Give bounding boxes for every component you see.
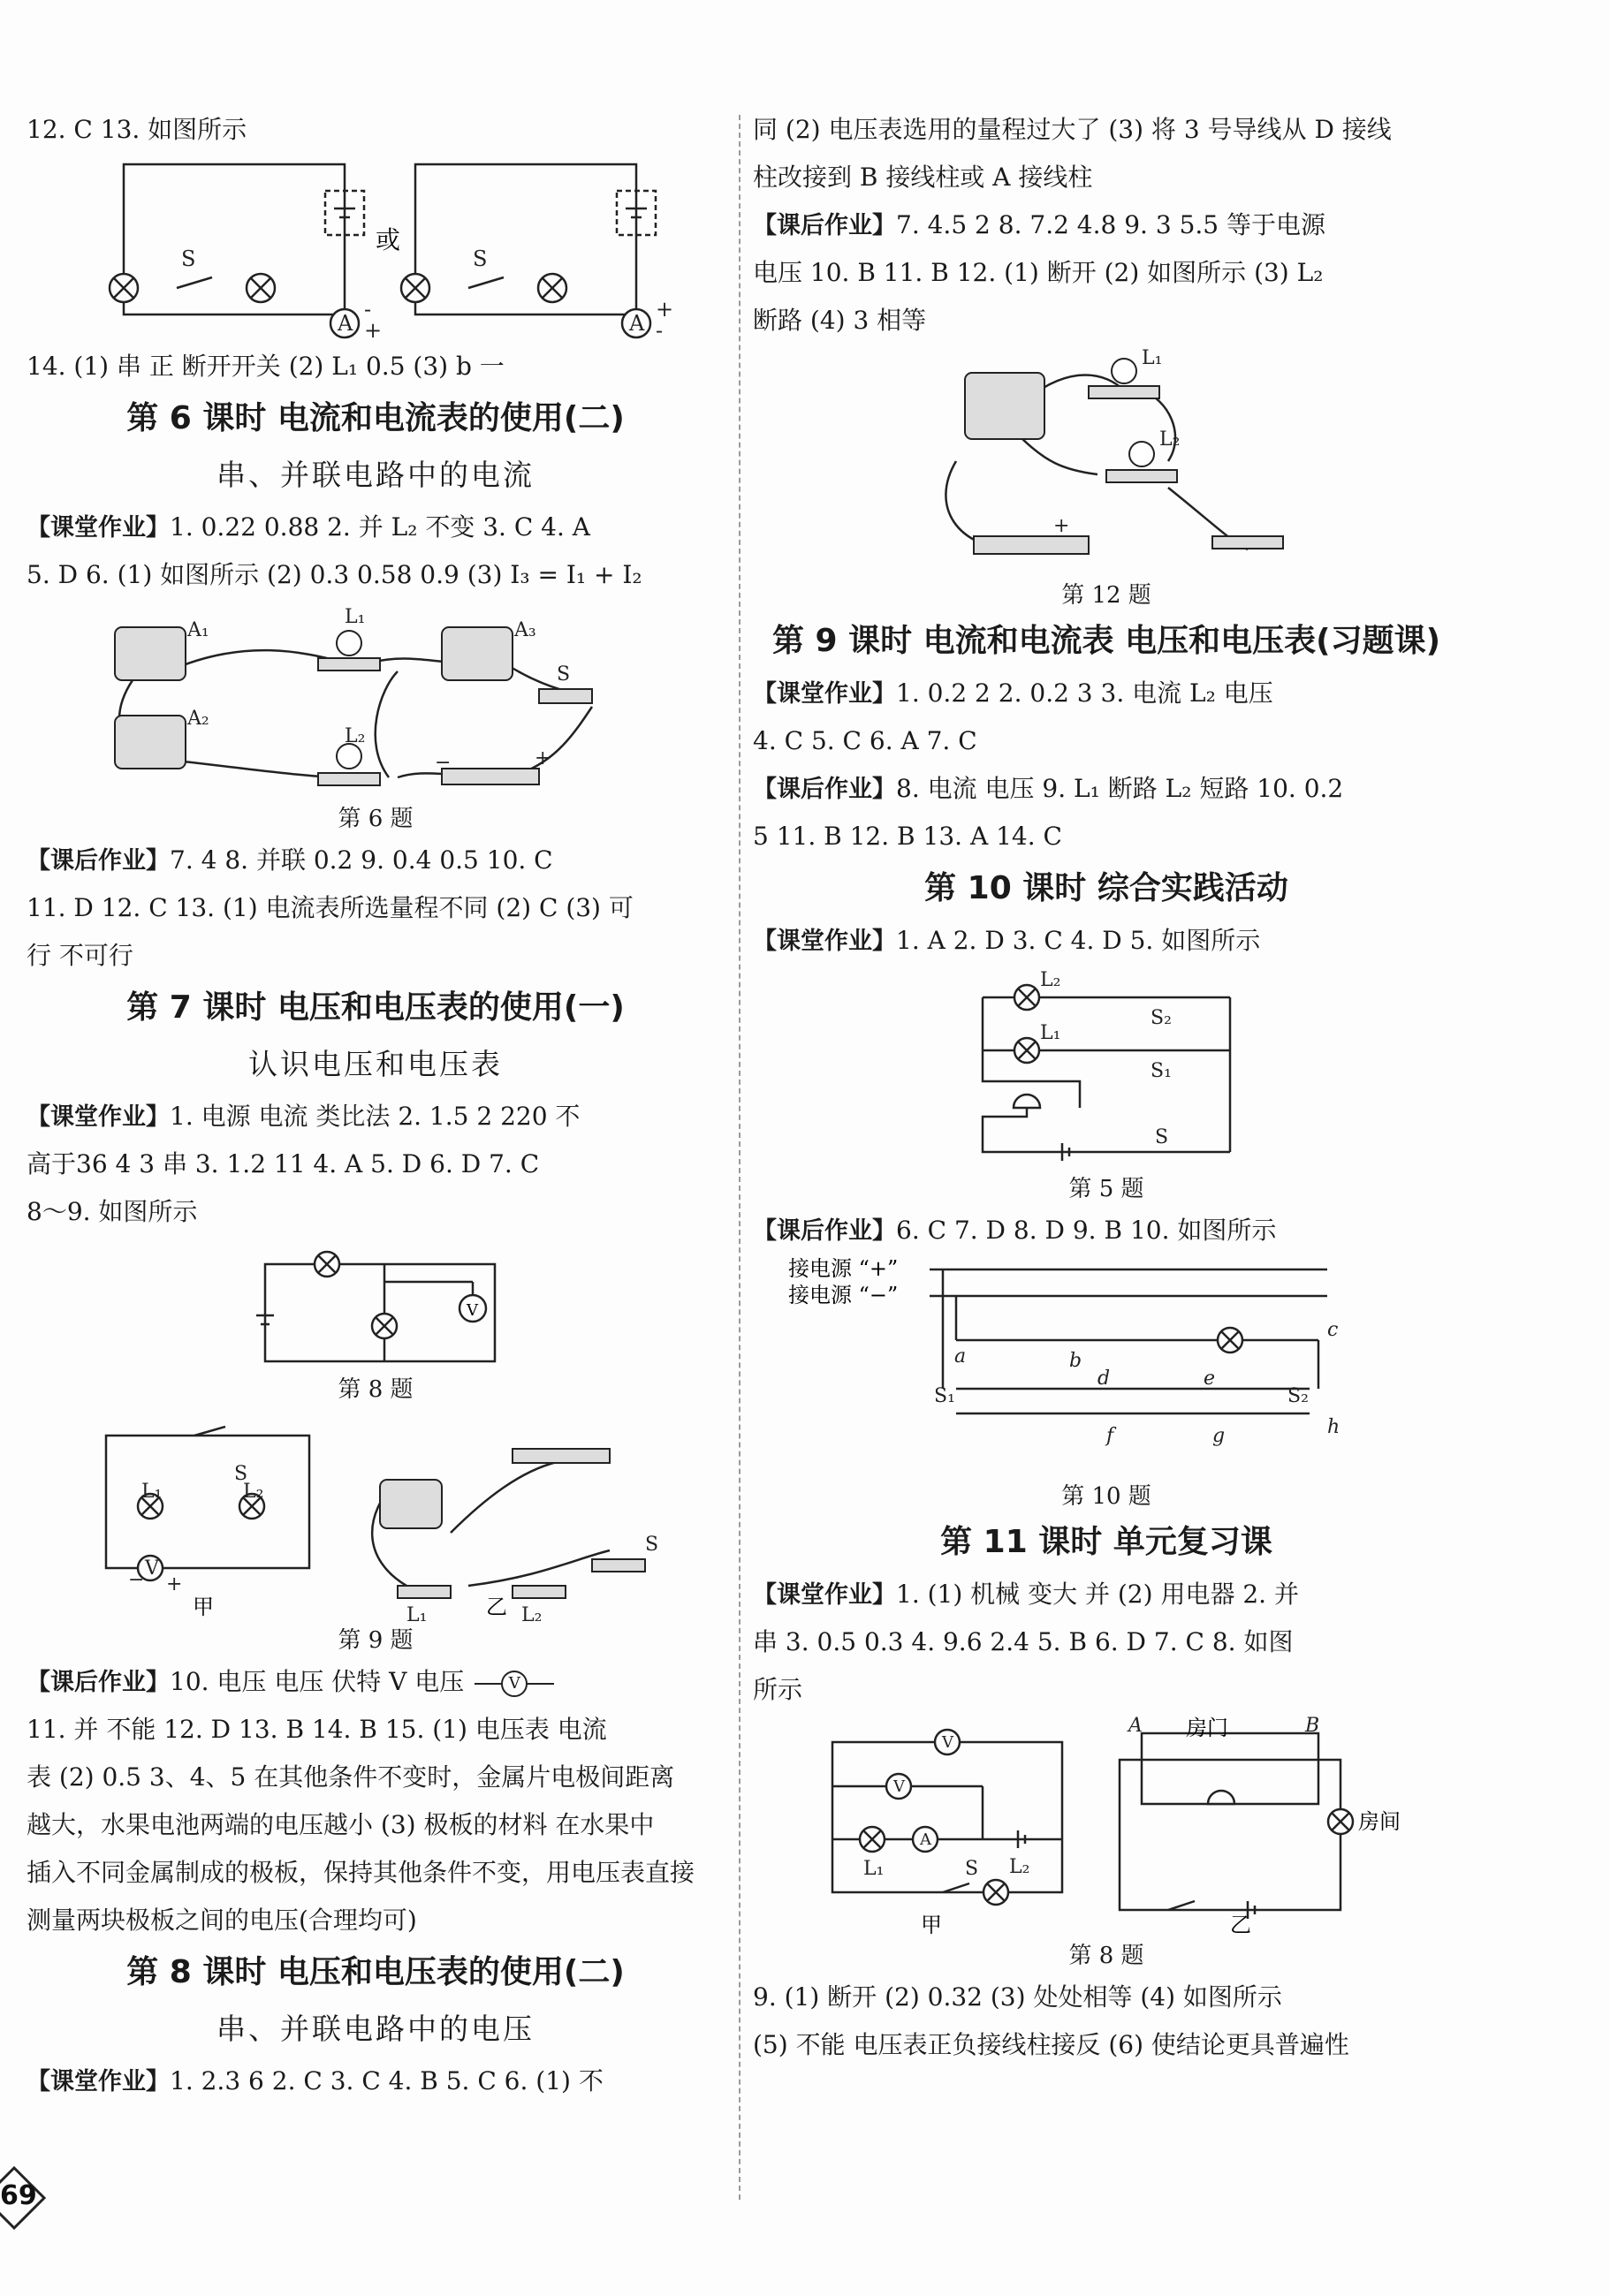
answer-line: 串 3. 0.5 0.3 4. 9.6 2.4 5. B 6. D 7. C 8. 如图 (753, 1627, 1294, 1656)
svg-text:S₂: S₂ (1287, 1385, 1309, 1407)
label-jia: 甲 (193, 1595, 214, 1619)
circuit-q6-diagram (27, 601, 725, 799)
figure-q5 (753, 966, 1460, 1170)
lesson-9-title: 第 9 课时 电流和电流表 电压和电压表(习题课) (771, 623, 1441, 659)
right-column (753, 106, 1460, 2069)
svg-text:A: A (629, 311, 645, 336)
svg-text:h: h (1327, 1416, 1340, 1438)
svg-text:−: − (435, 752, 452, 774)
svg-text:L₁: L₁ (141, 1481, 163, 1503)
answer-line: 【课堂作业】1. 电源 电流 类比法 2. 1.5 2 220 不 (27, 1102, 581, 1131)
answer-line: 5. D 6. (1) 如图所示 (2) 0.3 0.58 0.9 (3) I₃ = I₁ + I₂ (27, 560, 642, 589)
circuit-q12-diagram (753, 346, 1460, 576)
lesson-11-title: 第 11 课时 单元复习课 (940, 1524, 1272, 1560)
svg-text:A₂: A₂ (187, 708, 209, 730)
lesson-8-subtitle: 串、并联电路中的电压 (216, 2012, 535, 2046)
circuit-q10-diagram (753, 1256, 1460, 1477)
section-tag: 【课后作业】 (27, 1669, 170, 1696)
section-tag: 【课后作业】 (753, 1217, 896, 1245)
answer-line: 所示 (753, 1675, 803, 1704)
answer-line: 【课堂作业】1. A 2. D 3. C 4. D 5. 如图所示 (753, 926, 1261, 955)
label-room: 房间 (1358, 1809, 1401, 1834)
page-number: 69 (0, 2180, 37, 2211)
figure-q13 (27, 155, 725, 341)
circuit-q8-diagram (27, 1238, 725, 1370)
lesson-10-title: 第 10 课时 综合实践活动 (924, 870, 1288, 906)
svg-text:L₂: L₂ (521, 1604, 543, 1621)
svg-text:S: S (557, 663, 571, 686)
svg-text:V: V (942, 1733, 953, 1752)
answer-line: 同 (2) 电压表选用的量程过大了 (3) 将 3 号导线从 D 接线 (753, 115, 1392, 144)
answer-line: 12. C 13. 如图所示 (27, 115, 247, 144)
figure-caption: 第 12 题 (1061, 582, 1151, 609)
svg-text:L₂: L₂ (1040, 969, 1061, 991)
figure-q8 (27, 1238, 725, 1370)
svg-text:A₁: A₁ (187, 619, 209, 641)
svg-text:L₁: L₁ (345, 606, 366, 628)
svg-text:V: V (893, 1777, 905, 1796)
svg-text:f: f (1106, 1425, 1114, 1447)
figure-q6 (27, 601, 725, 799)
answer-line: 测量两块极板之间的电压(合理均可) (27, 1906, 417, 1935)
svg-text:A₃: A₃ (514, 619, 536, 641)
answer-line: 14. (1) 串 正 断开开关 (2) L₁ 0.5 (3) b 一 (27, 352, 505, 381)
svg-text:S: S (645, 1534, 659, 1556)
figure-q12 (753, 346, 1460, 576)
svg-text:S: S (965, 1858, 979, 1880)
svg-text:S₂: S₂ (1151, 1007, 1172, 1029)
answer-line: 行 不可行 (27, 941, 133, 970)
figure-q10 (753, 1256, 1460, 1477)
section-tag: 【课堂作业】 (753, 928, 896, 955)
svg-text:d: d (1097, 1368, 1111, 1390)
svg-text:V: V (467, 1301, 478, 1320)
answer-line: 【课堂作业】1. (1) 机械 变大 并 (2) 用电器 2. 并 (753, 1580, 1299, 1609)
svg-text:B: B (1305, 1716, 1320, 1737)
svg-text:L₁: L₁ (1142, 347, 1163, 369)
figure-caption: 第 5 题 (1068, 1176, 1144, 1202)
figure-q8-review (753, 1716, 1460, 1936)
svg-text:L₁: L₁ (863, 1858, 885, 1880)
svg-text:+: + (364, 318, 383, 341)
lesson-6-subtitle: 串、并联电路中的电流 (216, 458, 535, 492)
answer-line: 柱改接到 B 接线柱或 A 接线柱 (753, 163, 1093, 192)
lesson-8-title: 第 8 课时 电压和电压表的使用(二) (126, 1954, 625, 1990)
section-tag: 【课堂作业】 (27, 514, 170, 542)
left-column (27, 106, 725, 2105)
svg-text:S: S (473, 246, 488, 271)
svg-text:g: g (1212, 1425, 1226, 1447)
svg-text:-: - (364, 297, 372, 322)
svg-text:+: + (166, 1573, 183, 1595)
svg-text:S: S (181, 246, 196, 271)
answer-line: 【课堂作业】1. 2.3 6 2. C 3. C 4. B 5. C 6. (1) 不 (27, 2066, 604, 2095)
section-tag: 【课后作业】 (27, 847, 170, 875)
svg-text:L₁: L₁ (406, 1604, 428, 1621)
svg-text:S: S (234, 1463, 248, 1485)
svg-text:L₂: L₂ (1009, 1856, 1030, 1878)
answer-line: 插入不同金属制成的极板，保持其他条件不变，用电压表直接 (27, 1858, 695, 1887)
svg-text:S: S (1155, 1126, 1169, 1148)
svg-text:V: V (145, 1557, 159, 1580)
voltmeter-symbol-icon: V (475, 1671, 554, 1697)
answer-line: 【课后作业】7. 4.5 2 8. 7.2 4.8 9. 3 5.5 等于电源 (753, 210, 1325, 239)
answer-line: 表 (2) 0.5 3、4、5 在其他条件不变时，金属片电极间距离 (27, 1762, 675, 1792)
section-tag: 【课堂作业】 (27, 2068, 170, 2095)
section-tag: 【课后作业】 (753, 776, 896, 803)
column-divider (739, 115, 740, 2200)
answer-line: 11. D 12. C 13. (1) 电流表所选量程不同 (2) C (3) 可 (27, 893, 634, 922)
or-label: 或 (376, 225, 401, 254)
figure-q9 (27, 1409, 725, 1621)
circuit-q8-review-diagram (753, 1716, 1460, 1936)
label-yi: 乙 (1230, 1913, 1251, 1936)
answer-line: 9. (1) 断开 (2) 0.32 (3) 处处相等 (4) 如图所示 (753, 1982, 1282, 2012)
section-tag: 【课堂作业】 (753, 1581, 896, 1609)
figure-caption: 第 9 题 (338, 1627, 414, 1654)
svg-text:-: - (656, 318, 664, 341)
svg-text:S₁: S₁ (1151, 1060, 1172, 1082)
lesson-7-title: 第 7 课时 电压和电压表的使用(一) (126, 989, 625, 1026)
answer-line: 【课后作业】7. 4 8. 并联 0.2 9. 0.4 0.5 10. C (27, 845, 553, 875)
svg-text:c: c (1327, 1319, 1339, 1341)
svg-text:e: e (1204, 1368, 1216, 1390)
answer-line: 高于36 4 3 串 3. 1.2 11 4. A 5. D 6. D 7. C (27, 1149, 540, 1178)
section-tag: 【课后作业】 (753, 212, 896, 239)
label-door: 房门 (1186, 1716, 1228, 1740)
label-power-plus: 接电源 “+” (788, 1256, 899, 1281)
figure-caption: 第 8 题 (1068, 1943, 1144, 1969)
answer-line: 8～9. 如图所示 (27, 1197, 198, 1226)
svg-text:L₂: L₂ (1159, 428, 1181, 451)
svg-text:L₂: L₂ (243, 1481, 264, 1503)
answer-line: 【课后作业】10. 电压 电压 伏特 V 电压 V (27, 1658, 725, 1706)
answer-line: 11. 并 不能 12. D 13. B 14. B 15. (1) 电压表 电流 (27, 1715, 607, 1744)
answer-line: 电压 10. B 11. B 12. (1) 断开 (2) 如图所示 (3) L₂ (753, 258, 1324, 287)
circuit-q13-diagram (27, 155, 725, 341)
circuit-q5-diagram (753, 966, 1460, 1170)
svg-text:b: b (1069, 1350, 1082, 1372)
section-tag: 【课堂作业】 (753, 680, 896, 708)
label-jia: 甲 (921, 1913, 942, 1936)
answer-line: 【课堂作业】1. 0.2 2 2. 0.2 3 3. 电流 L₂ 电压 (753, 678, 1273, 708)
svg-text:+: + (1053, 515, 1070, 537)
figure-caption: 第 6 题 (338, 806, 414, 832)
svg-text:−: − (128, 1569, 145, 1591)
answer-line: 【课后作业】8. 电流 电压 9. L₁ 断路 L₂ 短路 10. 0.2 (753, 774, 1344, 803)
figure-caption: 第 8 题 (338, 1376, 414, 1403)
page-number-badge (0, 2166, 46, 2230)
label-yi: 乙 (486, 1595, 507, 1619)
answer-line: (5) 不能 电压表正负接线柱接反 (6) 使结论更具普遍性 (753, 2030, 1349, 2059)
answer-line: 4. C 5. C 6. A 7. C (753, 726, 977, 755)
svg-text:A: A (338, 311, 353, 336)
lesson-7-subtitle: 认识电压和电压表 (248, 1047, 503, 1081)
svg-text:L₂: L₂ (345, 725, 366, 747)
answer-line: 越大，水果电池两端的电压越小 (3) 极板的材料 在水果中 (27, 1810, 655, 1839)
circuit-q9-diagram (27, 1409, 725, 1621)
answer-line: 【课后作业】6. C 7. D 8. D 9. B 10. 如图所示 (753, 1216, 1277, 1245)
svg-text:a: a (954, 1345, 967, 1368)
figure-caption: 第 10 题 (1061, 1483, 1151, 1510)
answer-line: 断路 (4) 3 相等 (753, 306, 927, 335)
label-power-minus: 接电源 “−” (788, 1283, 899, 1307)
lesson-6-title: 第 6 课时 电流和电流表的使用(二) (126, 400, 625, 436)
svg-text:L₁: L₁ (1040, 1022, 1061, 1044)
section-tag: 【课堂作业】 (27, 1103, 170, 1131)
svg-text:A: A (1128, 1716, 1143, 1737)
svg-text:A: A (920, 1830, 931, 1849)
svg-text:+: + (535, 747, 551, 769)
answer-line: 5 11. B 12. B 13. A 14. C (753, 822, 1062, 851)
answer-line: 【课堂作业】1. 0.22 0.88 2. 并 L₂ 不变 3. C 4. A (27, 512, 591, 542)
svg-text:+: + (656, 297, 674, 322)
svg-text:S₁: S₁ (934, 1385, 955, 1407)
